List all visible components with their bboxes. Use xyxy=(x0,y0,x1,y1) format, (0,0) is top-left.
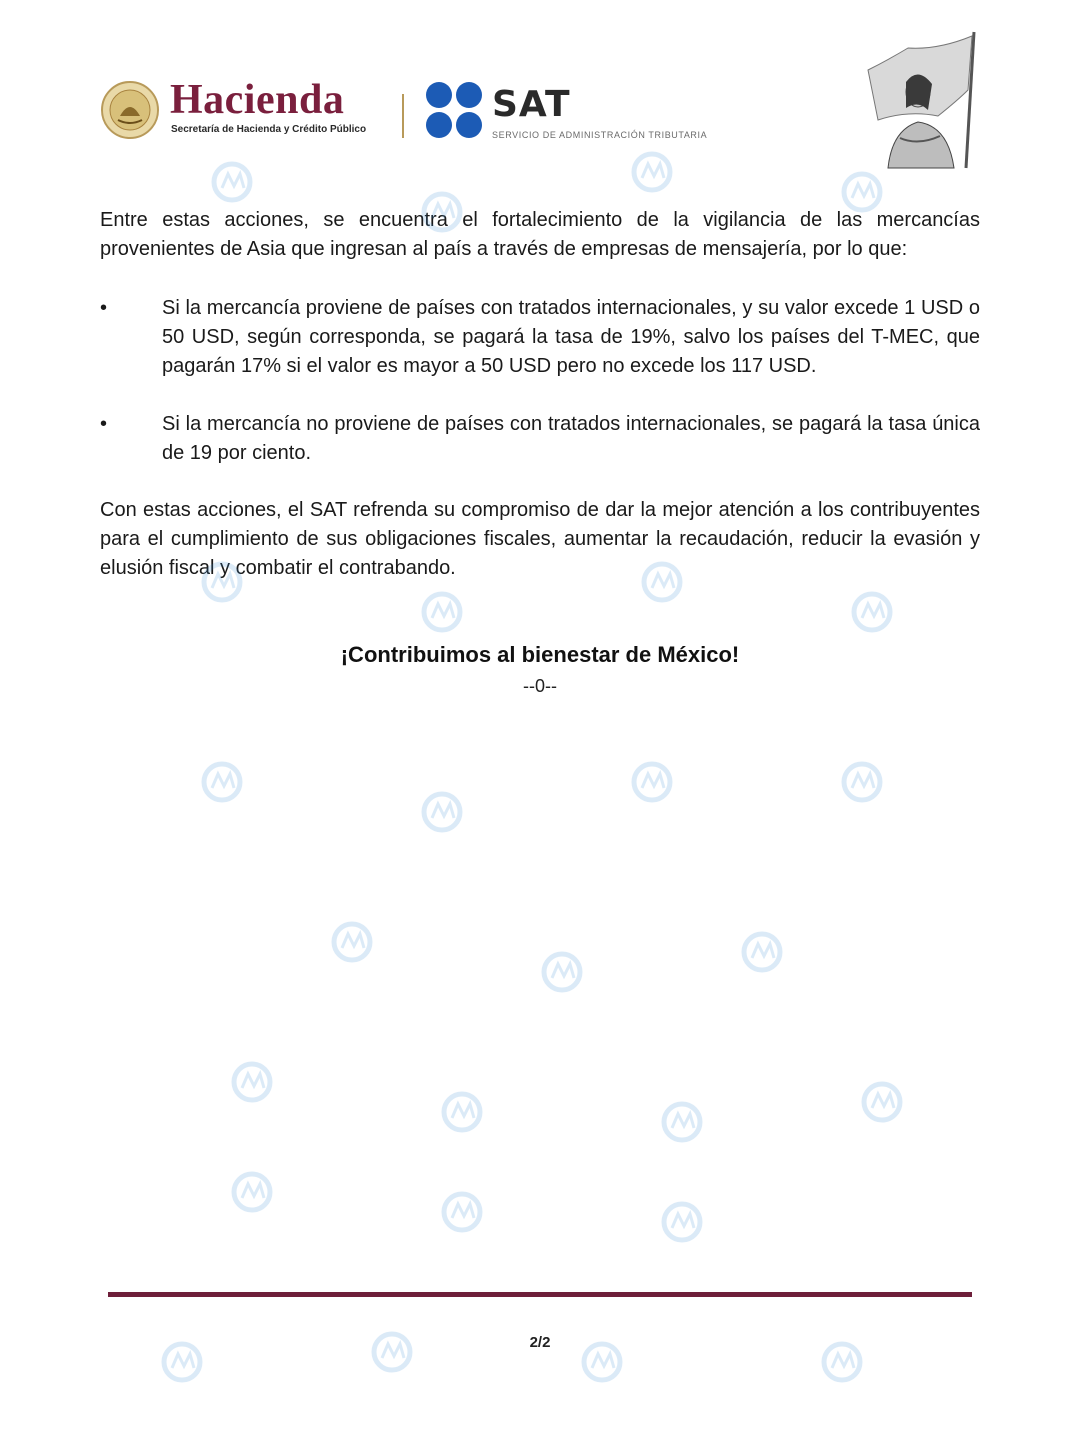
hacienda-title: Hacienda xyxy=(170,77,345,123)
watermark-logo-icon xyxy=(330,920,420,1010)
watermark-logo-icon xyxy=(820,1340,910,1430)
heroine-flag-illustration xyxy=(848,30,984,170)
watermark-logo-icon xyxy=(860,1080,950,1170)
document-header xyxy=(0,0,1080,190)
slogan: ¡Contribuimos al bienestar de México! xyxy=(340,642,740,667)
watermark-logo-icon xyxy=(840,760,930,850)
list-item-text: Si la mercancía proviene de países con tratados internacionales, y su valor excede 1 USD o 50 USD, según corresponda, se pagará la tasa de 19%, salvo los países del T-MEC, que pagarán 17% si el valor es mayor a 50 USD pero no excede los 117 USD. xyxy=(162,297,980,377)
watermark-logo-icon xyxy=(540,950,630,1040)
watermark-logo-icon xyxy=(580,1340,670,1430)
watermark-logo-icon xyxy=(440,1090,530,1180)
watermark-logo-icon xyxy=(230,1170,320,1260)
page-number: 2/2 xyxy=(529,1334,551,1351)
sat-dots-logo-icon xyxy=(424,80,484,140)
header-divider xyxy=(402,94,404,138)
watermark-logo-icon xyxy=(160,1340,250,1430)
watermark-logo-icon xyxy=(630,760,720,850)
hacienda-subtitle: Secretaría de Hacienda y Crédito Público xyxy=(171,124,367,135)
watermark-logo-icon xyxy=(440,1190,530,1280)
watermark-logo-icon xyxy=(200,760,290,850)
sat-title: SAT xyxy=(492,84,571,125)
mexican-seal-icon xyxy=(100,80,160,140)
end-mark: --0-- xyxy=(523,676,557,696)
watermark-logo-icon xyxy=(740,930,830,1020)
watermark-logo-icon xyxy=(660,1200,750,1290)
bullet-marker: • xyxy=(100,297,108,319)
watermark-logo-icon xyxy=(660,1100,750,1190)
watermark-logo-icon xyxy=(230,1060,320,1150)
list-item-text: Si la mercancía no proviene de países con tratados internacionales, se pagará la tasa única de 19 por ciento. xyxy=(162,413,980,464)
closing-paragraph: Con estas acciones, el SAT refrenda su compromiso de dar la mejor atención a los contribuyentes para el cumplimiento de sus obligaciones fiscales, aumentar la recaudación, reducir la evasión y elusión fiscal y combatir el contrabando. xyxy=(100,499,980,579)
watermark-logo-icon xyxy=(420,790,510,880)
intro-paragraph: Entre estas acciones, se encuentra el fortalecimiento de la vigilancia de las mercancías provenientes de Asia que ingresan al país a través de empresas de mensajería, por lo que: xyxy=(100,209,980,260)
footer-rule xyxy=(108,1292,972,1297)
bullet-marker: • xyxy=(100,413,108,435)
sat-subtitle: SERVICIO DE ADMINISTRACIÓN TRIBUTARIA xyxy=(492,130,708,140)
